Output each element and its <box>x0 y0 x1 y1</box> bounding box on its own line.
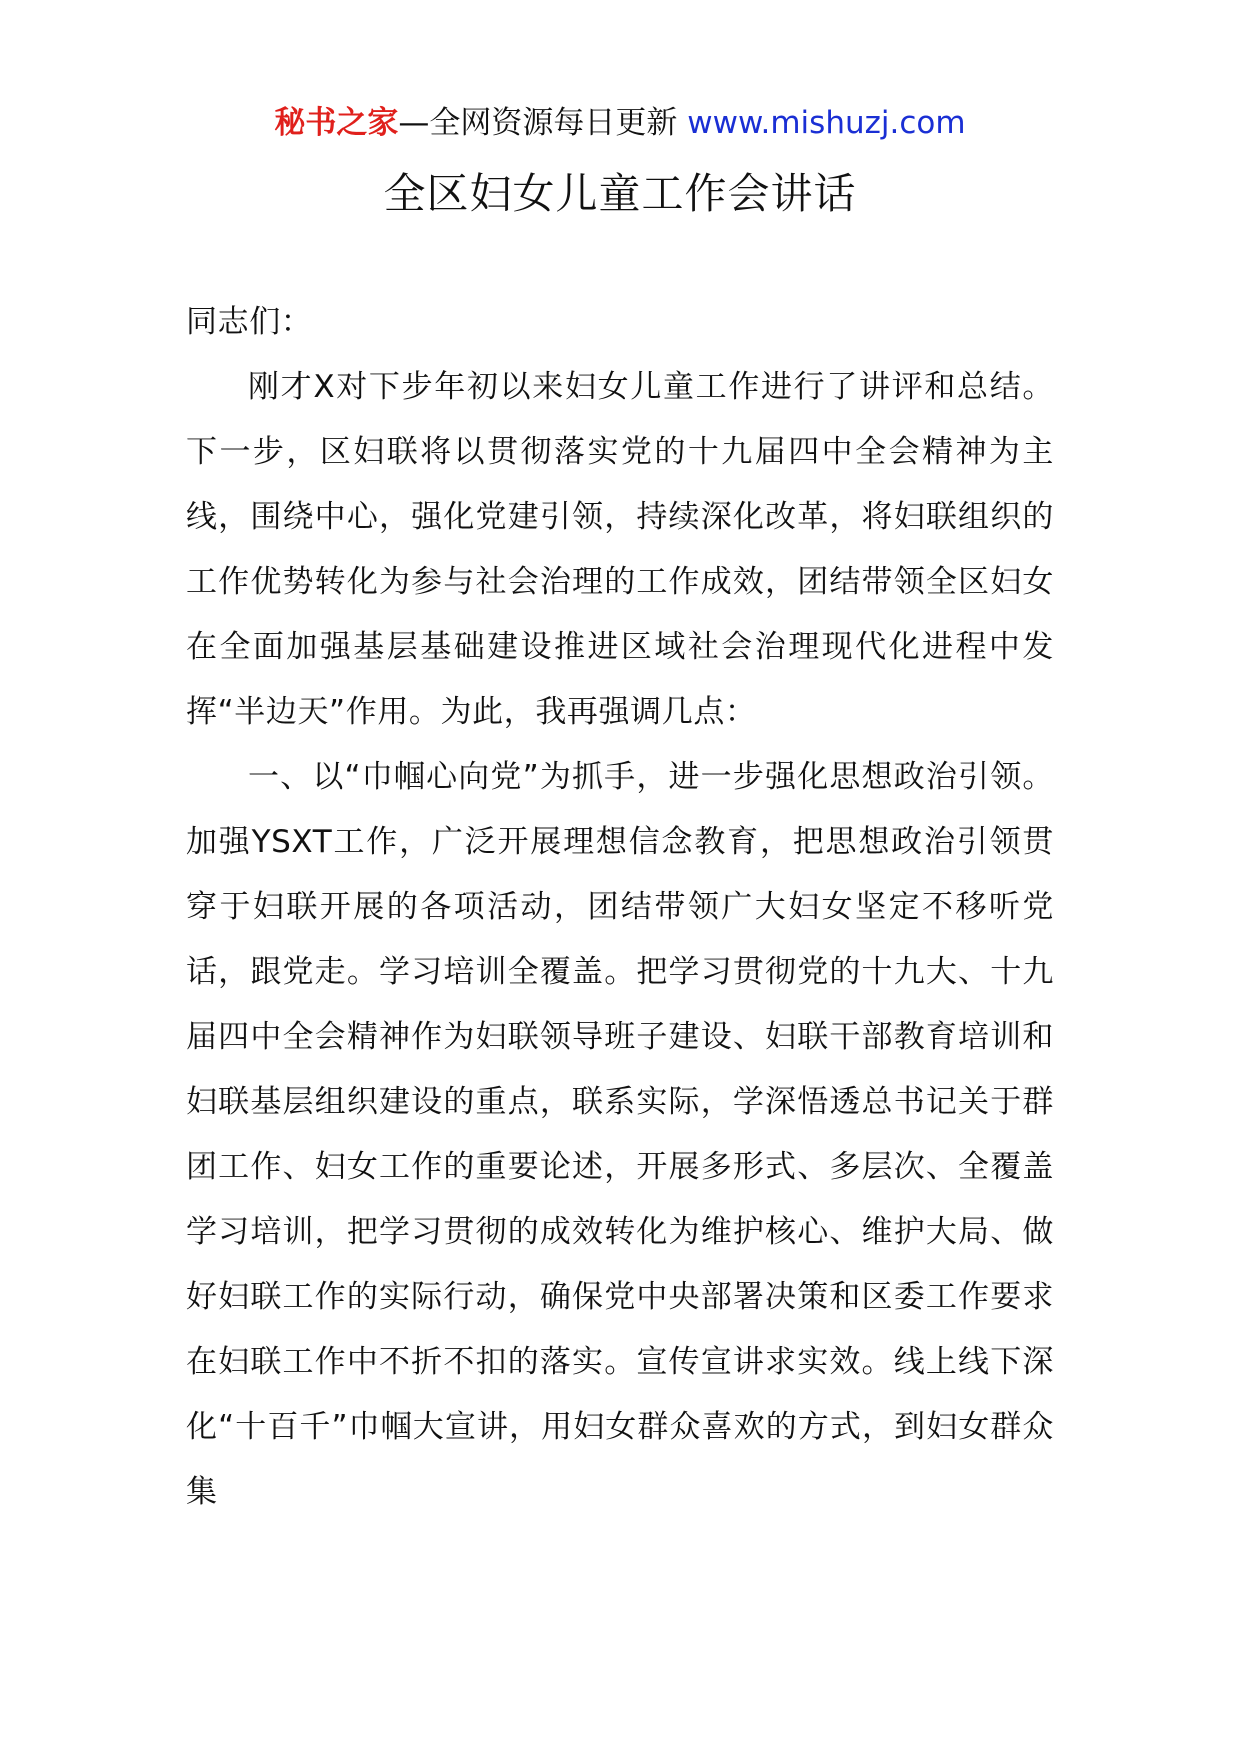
paragraph-section-one: 一、以“巾帼心向党”为抓手，进一步强化思想政治引领。加强YSXT工作，广泛开展理想信念教育，把思想政治引领贯穿于妇联开展的各项活动，团结带领广大妇女坚定不移听党话，跟党走。学习培训全覆盖。把学习贯彻党的十九大、十九届四中全会精神作为妇联领导班子建设、妇联干部教育培训和妇联基层组织建设的重点，联系实际，学深悟透总书记关于群团工作、妇女工作的重要论述，开展多形式、多层次、全覆盖学习培训，把学习贯彻的成效转化为维护核心、维护大局、做好妇联工作的实际行动，确保党中央部署决策和区委工作要求在妇联工作中不折不扣的落实。宣传宣讲求实效。线上线下深化“十百千”巾帼大宣讲，用妇女群众喜欢的方式，到妇女群众集 <box>186 759 1054 1510</box>
site-url-link[interactable]: www.mishuzj.com <box>687 105 966 141</box>
site-header <box>0 98 1240 148</box>
paragraph-intro: 刚才X对下步年初以来妇女儿童工作进行了讲评和总结。下一步，区妇联将以贯彻落实党的十九届四中全会精神为主线，围绕中心，强化党建引领，持续深化改革，将妇联组织的工作优势转化为参与社会治理的工作成效，团结带领全区妇女在全面加强基层基础建设推进区域社会治理现代化进程中发挥“半边天”作用。为此，我再强调几点： <box>186 369 1054 730</box>
document-title: 全区妇女儿童工作会讲话 <box>383 169 857 218</box>
greeting: 同志们： <box>186 304 313 340</box>
site-brand: 秘书之家 <box>274 105 399 141</box>
document-body <box>186 290 1054 1525</box>
site-slogan: —全网资源每日更新 <box>398 105 678 141</box>
